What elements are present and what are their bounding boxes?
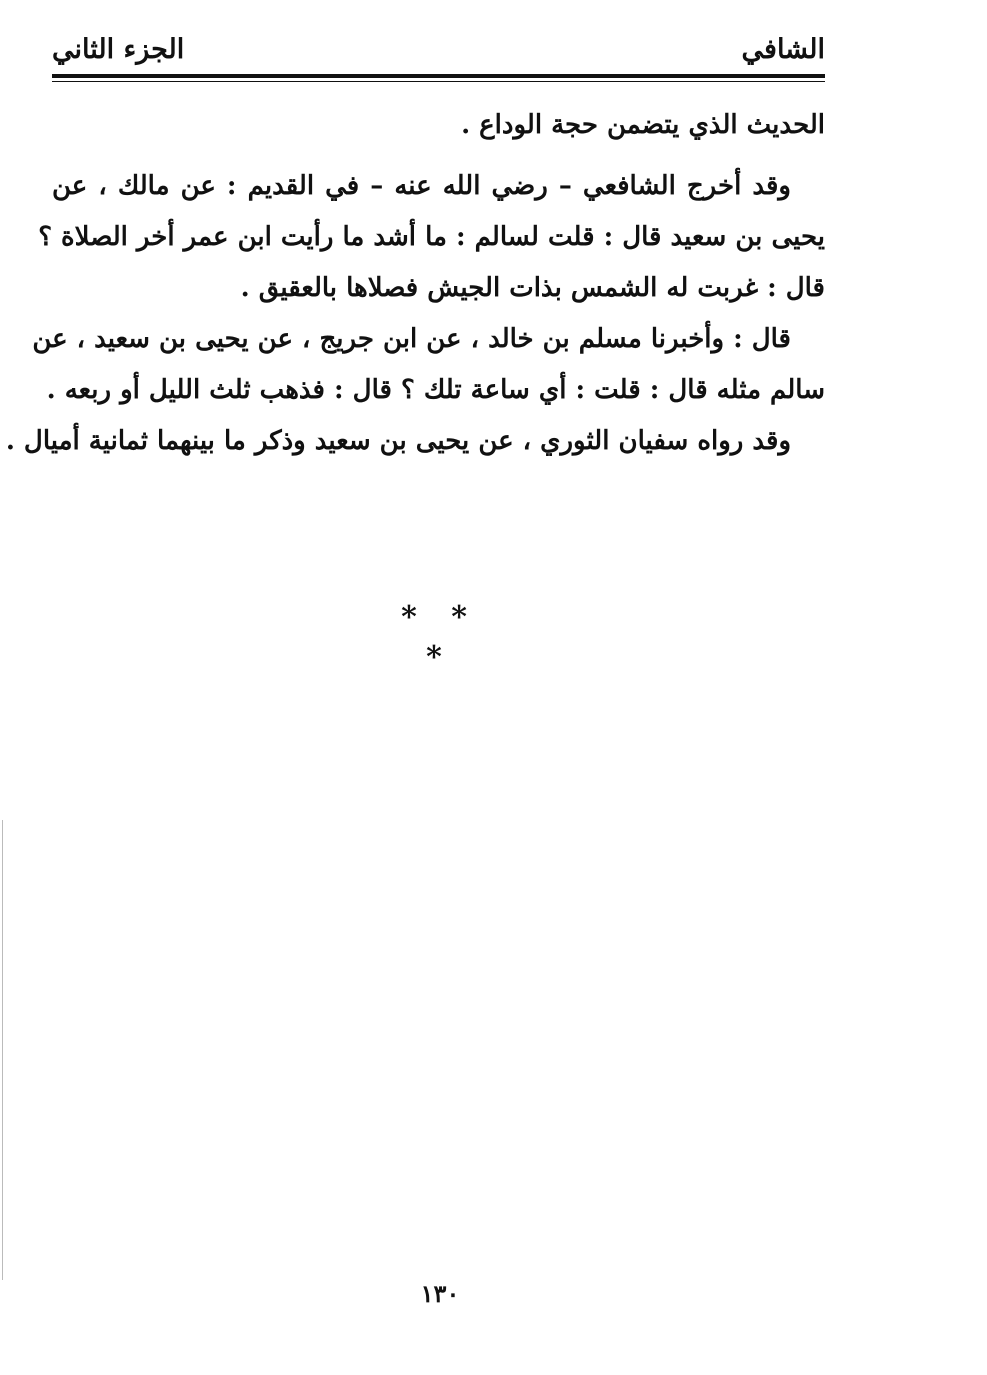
paragraph-gap [52,151,825,161]
section-separator: * * * [401,600,479,675]
body-text [5,100,825,467]
text-line: قال : وأخبرنا مسلم بن خالد ، عن ابن جريج ، عن يحيى بن سعيد ، عن [32,324,791,354]
text-line: قال : غربت له الشمس بذات الجيش فصلاها بالعقيق . [240,273,825,303]
text-line: وقد أخرج الشافعي – رضي الله عنه – في القديم : عن مالك ، عن [52,171,791,201]
running-header [52,30,825,70]
page-number: ١٣٠ [420,1279,460,1308]
text-line: سالم مثله قال : قلت : أي ساعة تلك ؟ قال : فذهب ثلث الليل أو ربعه . [46,375,825,405]
text-line: يحيى بن سعيد قال : قلت لسالم : ما أشد ما رأيت ابن عمر أخر الصلاة ؟ [38,222,825,252]
scan-edge-line [2,820,3,1280]
volume-label: الجزء الثاني [52,34,185,65]
header-rule-thin [52,81,825,82]
book-title: الشافي [741,34,825,65]
header-rule-thick [52,74,825,78]
text-line: وقد رواه سفيان الثوري ، عن يحيى بن سعيد وذكر ما بينهما ثمانية أميال . [5,426,791,456]
text-line: الحديث الذي يتضمن حجة الوداع . [461,110,825,140]
